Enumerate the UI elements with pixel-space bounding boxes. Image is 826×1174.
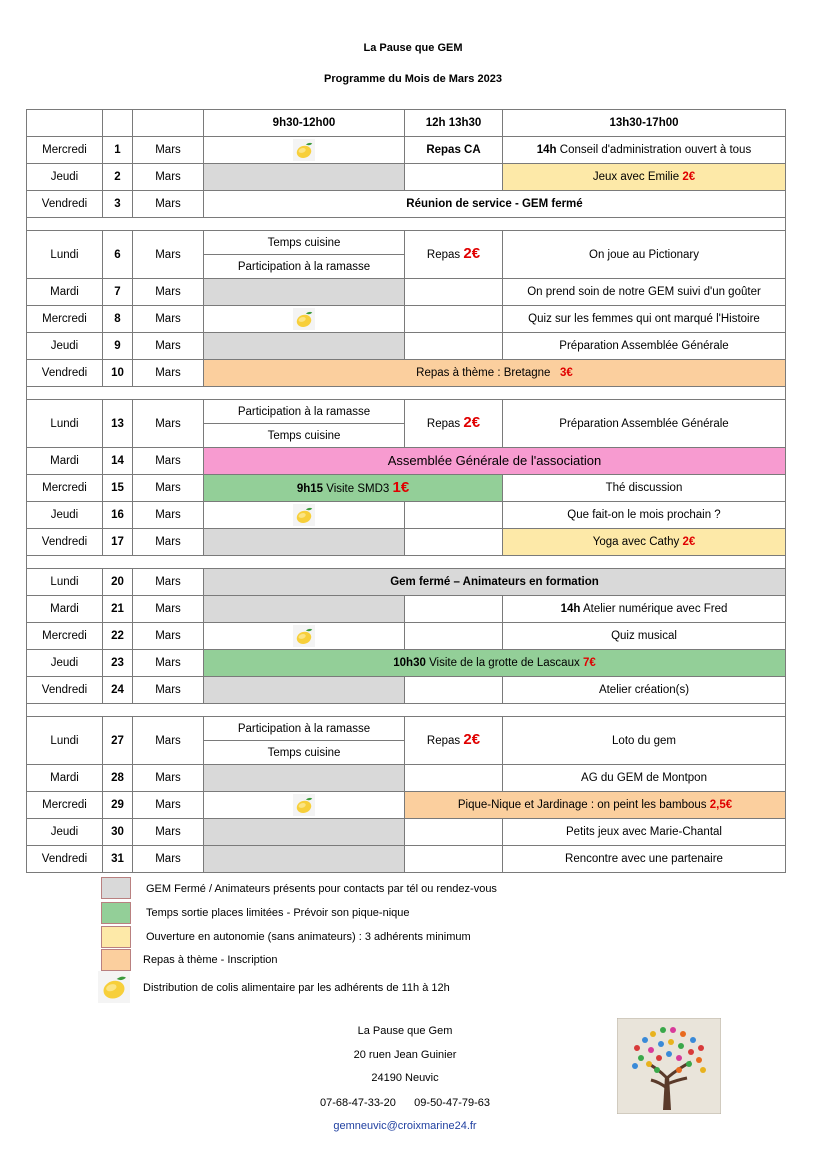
day-cell: Vendredi (27, 677, 103, 704)
afternoon-cell: Loto du gem (503, 717, 786, 765)
week-spacer (27, 704, 786, 717)
table-row (27, 529, 786, 556)
afternoon-cell: Que fait-on le mois prochain ? (503, 502, 786, 529)
footer-name: La Pause que Gem (357, 1025, 453, 1037)
noon-cell (405, 306, 503, 333)
day-cell: Mardi (27, 448, 103, 475)
table-row (27, 792, 786, 819)
table-row (27, 475, 786, 502)
day-cell: Mercredi (27, 792, 103, 819)
noon-cell: Repas 2€ (405, 231, 503, 279)
morning-cell (204, 306, 405, 333)
afternoon-cell: Quiz sur les femmes qui ont marqué l'Histoire (503, 306, 786, 333)
date-cell: 21 (103, 596, 133, 623)
day-cell: Jeudi (27, 164, 103, 191)
morning-cell (204, 137, 405, 164)
afternoon-cell: Atelier création(s) (503, 677, 786, 704)
date-cell: 23 (103, 650, 133, 677)
day-cell: Jeudi (27, 333, 103, 360)
noon-cell: Repas 2€ (405, 717, 503, 765)
date-cell: 22 (103, 623, 133, 650)
afternoon-cell: On joue au Pictionary (503, 231, 786, 279)
footer-email[interactable]: gemneuvic@croixmarine24.fr (333, 1120, 477, 1132)
day-cell: Mardi (27, 596, 103, 623)
afternoon-cell: Jeux avec Emilie 2€ (503, 164, 786, 191)
legend-swatch-grey (101, 877, 131, 899)
morning-cell: Participation à la ramasse (204, 255, 405, 279)
footer-phones: 07-68-47-33-20 09-50-47-79-63 (320, 1097, 490, 1109)
date-cell: 6 (103, 231, 133, 279)
lemon-icon (293, 139, 315, 161)
noon-cell (405, 623, 503, 650)
afternoon-cell: Préparation Assemblée Générale (503, 400, 786, 448)
date-cell: 29 (103, 792, 133, 819)
day-cell: Vendredi (27, 360, 103, 387)
table-row (27, 846, 786, 873)
month-cell: Mars (133, 623, 204, 650)
afternoon-cell: Préparation Assemblée Générale (503, 333, 786, 360)
month-cell: Mars (133, 333, 204, 360)
day-cell: Lundi (27, 400, 103, 448)
date-cell: 16 (103, 502, 133, 529)
table-row (27, 360, 786, 387)
day-cell: Mercredi (27, 475, 103, 502)
month-cell: Mars (133, 231, 204, 279)
month-cell: Mars (133, 475, 204, 502)
morning-cell: Participation à la ramasse (204, 400, 405, 424)
morning-cell: 9h15 Visite SMD3 1€ (204, 475, 503, 502)
legend-label-green: Temps sortie places limitées - Prévoir son pique-nique (146, 907, 410, 919)
morning-cell (204, 623, 405, 650)
lemon-icon (97, 971, 131, 1003)
table-row (27, 819, 786, 846)
noon-cell (405, 164, 503, 191)
date-cell: 14 (103, 448, 133, 475)
page-subtitle: Programme du Mois de Mars 2023 (324, 73, 502, 85)
full-day-cell: Réunion de service - GEM fermé (204, 191, 786, 218)
full-day-cell: Assemblée Générale de l'association (204, 448, 786, 475)
month-cell: Mars (133, 306, 204, 333)
full-day-cell: Gem fermé – Animateurs en formation (204, 569, 786, 596)
month-cell: Mars (133, 650, 204, 677)
noon-cell: Repas CA (405, 137, 503, 164)
noon-cell (405, 502, 503, 529)
noon-cell (405, 765, 503, 792)
afternoon-cell: AG du GEM de Montpon (503, 765, 786, 792)
day-cell: Vendredi (27, 846, 103, 873)
table-row (27, 333, 786, 360)
noon-cell (405, 279, 503, 306)
table-row (27, 306, 786, 333)
table-row (27, 623, 786, 650)
table-row (27, 569, 786, 596)
date-cell: 30 (103, 819, 133, 846)
month-cell: Mars (133, 819, 204, 846)
footer-street: 20 ruen Jean Guinier (353, 1049, 457, 1061)
month-cell: Mars (133, 717, 204, 765)
morning-cell: Temps cuisine (204, 424, 405, 448)
afternoon-cell: 14h Atelier numérique avec Fred (503, 596, 786, 623)
footer-city: 24190 Neuvic (371, 1072, 439, 1084)
table-row (27, 677, 786, 704)
table-row (27, 231, 786, 255)
month-cell: Mars (133, 677, 204, 704)
month-cell: Mars (133, 448, 204, 475)
morning-cell (204, 792, 405, 819)
legend-label-grey: GEM Fermé / Animateurs présents pour contacts par tél ou rendez-vous (146, 883, 497, 895)
day-cell: Jeudi (27, 650, 103, 677)
page-title: La Pause que GEM (363, 42, 463, 54)
day-cell: Jeudi (27, 819, 103, 846)
date-cell: 2 (103, 164, 133, 191)
legend-swatch-yellow (101, 926, 131, 948)
afternoon-cell: Pique-Nique et Jardinage : on peint les bambous 2,5€ (405, 792, 786, 819)
morning-cell (204, 529, 405, 556)
table-row (27, 164, 786, 191)
date-cell: 10 (103, 360, 133, 387)
legend-label-orange: Repas à thème - Inscription (143, 954, 278, 966)
day-cell: Lundi (27, 231, 103, 279)
month-cell: Mars (133, 502, 204, 529)
noon-cell (405, 819, 503, 846)
week-spacer (27, 218, 786, 231)
day-cell: Lundi (27, 569, 103, 596)
day-cell: Lundi (27, 717, 103, 765)
month-cell: Mars (133, 400, 204, 448)
day-cell: Mardi (27, 279, 103, 306)
month-cell: Mars (133, 596, 204, 623)
morning-cell: Participation à la ramasse (204, 717, 405, 741)
month-cell: Mars (133, 164, 204, 191)
noon-cell (405, 529, 503, 556)
morning-cell (204, 677, 405, 704)
table-row (27, 502, 786, 529)
morning-cell: Temps cuisine (204, 741, 405, 765)
month-cell: Mars (133, 137, 204, 164)
noon-cell (405, 596, 503, 623)
morning-cell (204, 279, 405, 306)
table-row (27, 137, 786, 164)
table-row (27, 191, 786, 218)
morning-cell (204, 846, 405, 873)
date-cell: 20 (103, 569, 133, 596)
month-cell: Mars (133, 846, 204, 873)
morning-cell (204, 502, 405, 529)
month-cell: Mars (133, 279, 204, 306)
morning-cell (204, 164, 405, 191)
table-row (27, 400, 786, 424)
date-cell: 17 (103, 529, 133, 556)
date-cell: 1 (103, 137, 133, 164)
lemon-icon (293, 794, 315, 816)
day-cell: Jeudi (27, 502, 103, 529)
day-cell: Mardi (27, 765, 103, 792)
morning-cell: Temps cuisine (204, 231, 405, 255)
table-row (27, 650, 786, 677)
day-cell: Mercredi (27, 137, 103, 164)
legend-swatch-orange (101, 949, 131, 971)
morning-cell (204, 333, 405, 360)
day-cell: Mercredi (27, 306, 103, 333)
date-cell: 8 (103, 306, 133, 333)
table-row (27, 279, 786, 306)
legend-swatch-green (101, 902, 131, 924)
month-cell: Mars (133, 191, 204, 218)
morning-cell (204, 765, 405, 792)
full-day-cell: Repas à thème : Bretagne 3€ (204, 360, 786, 387)
date-cell: 27 (103, 717, 133, 765)
month-cell: Mars (133, 569, 204, 596)
noon-cell (405, 846, 503, 873)
day-cell: Vendredi (27, 191, 103, 218)
afternoon-cell: 14h Conseil d'administration ouvert à tous (503, 137, 786, 164)
date-cell: 28 (103, 765, 133, 792)
table-row (27, 448, 786, 475)
noon-cell: Repas 2€ (405, 400, 503, 448)
table-row (27, 765, 786, 792)
afternoon-cell: Petits jeux avec Marie-Chantal (503, 819, 786, 846)
date-cell: 13 (103, 400, 133, 448)
noon-cell (405, 677, 503, 704)
table-row (27, 596, 786, 623)
date-cell: 31 (103, 846, 133, 873)
date-cell: 9 (103, 333, 133, 360)
afternoon-cell: Thé discussion (503, 475, 786, 502)
month-cell: Mars (133, 360, 204, 387)
program-table (26, 109, 786, 873)
day-cell: Mercredi (27, 623, 103, 650)
month-cell: Mars (133, 765, 204, 792)
afternoon-cell: Yoga avec Cathy 2€ (503, 529, 786, 556)
week-spacer (27, 387, 786, 400)
afternoon-cell: On prend soin de notre GEM suivi d'un goûter (503, 279, 786, 306)
month-cell: Mars (133, 529, 204, 556)
date-cell: 15 (103, 475, 133, 502)
date-cell: 24 (103, 677, 133, 704)
table-row (27, 717, 786, 741)
table-header-row (27, 110, 786, 137)
lemon-icon (293, 504, 315, 526)
legend-label-yellow: Ouverture en autonomie (sans animateurs) : 3 adhérents minimum (146, 931, 471, 943)
month-cell: Mars (133, 792, 204, 819)
lemon-icon (293, 625, 315, 647)
legend-label-lemon: Distribution de colis alimentaire par les adhérents de 11h à 12h (143, 982, 450, 994)
date-cell: 7 (103, 279, 133, 306)
date-cell: 3 (103, 191, 133, 218)
afternoon-cell: Quiz musical (503, 623, 786, 650)
lemon-icon (293, 308, 315, 330)
day-cell: Vendredi (27, 529, 103, 556)
week-spacer (27, 556, 786, 569)
morning-cell (204, 596, 405, 623)
col-header-morning: 9h30-12h00 (204, 110, 405, 137)
col-header-afternoon: 13h30-17h00 (503, 110, 786, 137)
morning-cell (204, 819, 405, 846)
afternoon-cell: Rencontre avec une partenaire (503, 846, 786, 873)
col-header-noon: 12h 13h30 (405, 110, 503, 137)
noon-cell (405, 333, 503, 360)
full-day-cell: 10h30 Visite de la grotte de Lascaux 7€ (204, 650, 786, 677)
tree-logo (617, 1018, 721, 1114)
